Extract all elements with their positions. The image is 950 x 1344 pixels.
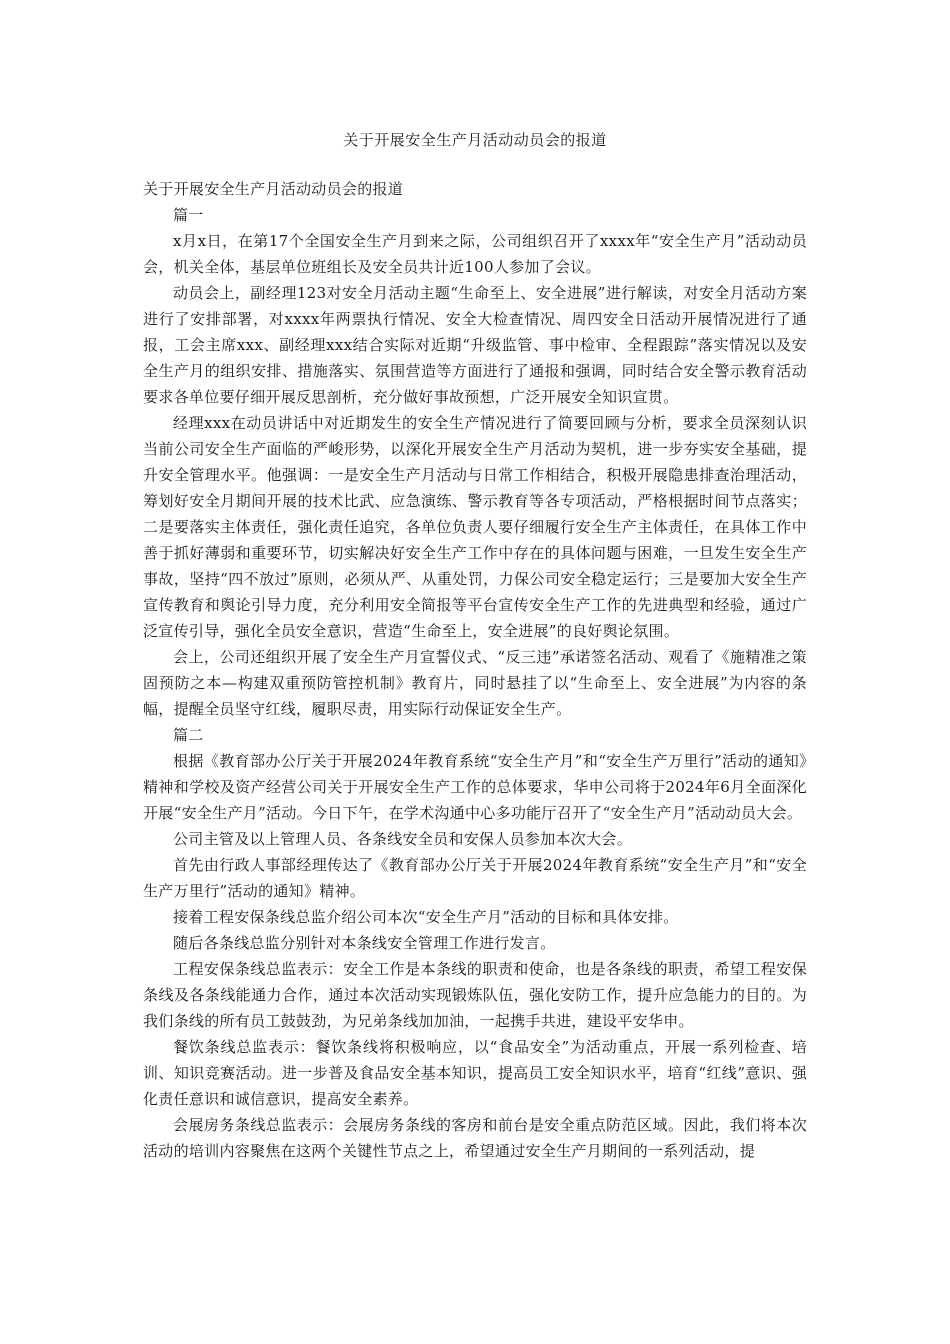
- document-body: [143, 176, 807, 1164]
- paragraph: 随后各条线总监分别针对本条线安全管理工作进行发言。: [173, 934, 556, 952]
- paragraph: 公司主管及以上管理人员、各条线安全员和安保人员参加本次大会。: [173, 830, 633, 848]
- paragraph: 接着工程安保条线总监介绍公司本次“安全生产月”活动的目标和具体安排。: [173, 908, 679, 926]
- paragraph: 动员会上，副经理123对安全月活动主题“生命至上、安全进展”进行解读，对安全月活动方案进行了安排部署，对xxxx年两票执行情况、安全大检查情况、周四安全日活动开展情况进行了通报，工会主席xxx、副经理xxx结合实际对近期“升级监管、事中检审、全程跟踪”落实情况以及安全生产月的组织安排、措施落实、氛围营造等方面进行了通报和强调，同时结合安全警示教育活动要求各单位要仔细开展反思剖析，充分做好事故预想，广泛开展安全知识宣贯。: [143, 284, 807, 406]
- paragraph: 篇一: [173, 206, 204, 224]
- paragraph: 餐饮条线总监表示：餐饮条线将积极响应，以“食品安全”为活动重点，开展一系列检查、培训、知识竞赛活动。进一步普及食品安全基本知识，提高员工安全知识水平，培育“红线”意识、强化责任意识和诚信意识，提高安全素养。: [143, 1038, 807, 1108]
- paragraph: 根据《教育部办公厅关于开展2024年教育系统“安全生产月”和“安全生产万里行”活动的通知》精神和学校及资产经营公司关于开展安全生产工作的总体要求，华申公司将于2024年6月全面深化开展“安全生产月”活动。今日下午，在学术沟通中心多功能厅召开了“安全生产月”活动动员大会。: [143, 752, 807, 822]
- paragraph: 会展房务条线总监表示：会展房务条线的客房和前台是安全重点防范区域。因此，我们将本次活动的培训内容聚焦在这两个关键性节点之上，希望通过安全生产月期间的一系列活动，提: [143, 1116, 807, 1160]
- paragraph: 经理xxx在动员讲话中对近期发生的安全生产情况进行了简要回顾与分析，要求全员深刻认识当前公司安全生产面临的严峻形势，以深化开展安全生产月活动为契机，进一步夯实安全基础，提升安全管理水平。他强调：一是安全生产月活动与日常工作相结合，积极开展隐患排查治理活动，筹划好安全月期间开展的技术比武、应急演练、警示教育等各专项活动，严格根据时间节点落实；二是要落实主体责任，强化责任追究，各单位负责人要仔细履行安全生产主体责任，在具体工作中善于抓好薄弱和重要环节，切实解决好安全生产工作中存在的具体问题与困难，一旦发生安全生产事故，坚持“四不放过”原则，必须从严、从重处罚，力保公司安全稳定运行；三是要加大安全生产宣传教育和舆论引导力度，充分利用安全简报等平台宣传安全生产工作的先进典型和经验，通过广泛宣传引导，强化全员安全意识，营造“生命至上，安全进展”的良好舆论氛围。: [143, 414, 807, 640]
- paragraph: 篇二: [173, 726, 204, 744]
- paragraph: 会上，公司还组织开展了安全生产月宣誓仪式、“反三违”承诺签名活动、观看了《施精准之策 固预防之本—构建双重预防管控机制》教育片，同时悬挂了以“生命至上、安全进展”为内容的条幅，提醒全员坚守红线，履职尽责，用实际行动保证安全生产。: [143, 648, 807, 718]
- document-subtitle: 关于开展安全生产月活动动员会的报道: [143, 180, 404, 198]
- document-title: 关于开展安全生产月活动动员会的报道: [343, 131, 607, 149]
- paragraph: 首先由行政人事部经理传达了《教育部办公厅关于开展2024年教育系统“安全生产月”和“安全生产万里行”活动的通知》精神。: [143, 856, 807, 900]
- paragraph: x月x日，在第17个全国安全生产月到来之际，公司组织召开了xxxx年“安全生产月”活动动员会，机关全体，基层单位班组长及安全员共计近100人参加了会议。: [143, 232, 807, 276]
- paragraph: 工程安保条线总监表示：安全工作是本条线的职责和使命，也是各条线的职责，希望工程安保条线及各条线能通力合作，通过本次活动实现锻炼队伍，强化安防工作，提升应急能力的目的。为我们条线的所有员工鼓鼓劲，为兄弟条线加加油，一起携手共进，建设平安华申。: [143, 960, 807, 1030]
